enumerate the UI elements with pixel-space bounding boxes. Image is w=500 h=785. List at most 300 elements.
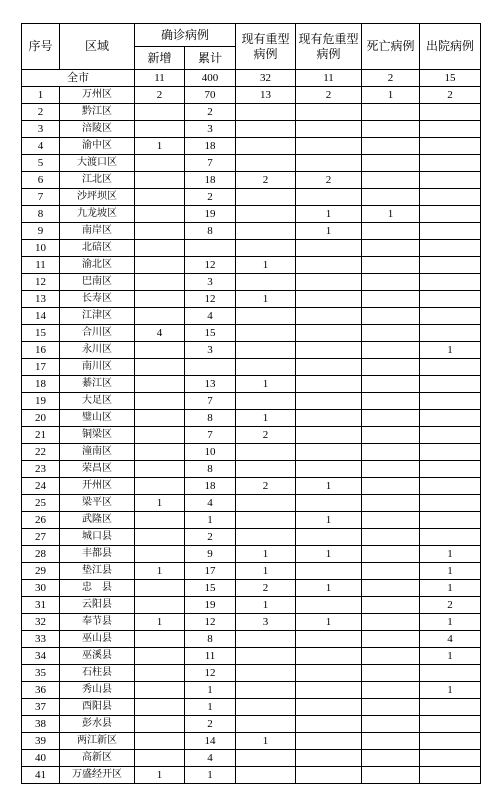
cell-severe: 1 (236, 376, 296, 393)
cell-new (135, 291, 185, 308)
cell-deaths (362, 274, 420, 291)
table-row (22, 206, 481, 223)
cell-new (135, 206, 185, 223)
cell-deaths (362, 121, 420, 138)
cell-critical (296, 274, 362, 291)
cell-severe (236, 461, 296, 478)
cell-critical: 1 (296, 546, 362, 563)
cell-critical (296, 359, 362, 376)
cell-discharged (420, 665, 481, 682)
cell-severe: 1 (236, 597, 296, 614)
table-row (22, 427, 481, 444)
cell-seq: 14 (22, 308, 60, 325)
cell-discharged (420, 529, 481, 546)
cell-seq: 23 (22, 461, 60, 478)
cell-total: 4 (185, 308, 236, 325)
cell-district: 渝北区 (60, 257, 135, 274)
cell-total: 13 (185, 376, 236, 393)
case-table-container (21, 23, 480, 784)
cell-discharged (420, 512, 481, 529)
cell-discharged (420, 104, 481, 121)
cell-total: 2 (185, 529, 236, 546)
cell-district: 璧山区 (60, 410, 135, 427)
cell-district: 云阳县 (60, 597, 135, 614)
cell-total: 11 (185, 648, 236, 665)
cell-district: 沙坪坝区 (60, 189, 135, 206)
cell-total: 4 (185, 750, 236, 767)
cell-severe: 1 (236, 733, 296, 750)
cell-deaths (362, 444, 420, 461)
cell-seq: 10 (22, 240, 60, 257)
cell-discharged: 1 (420, 563, 481, 580)
cell-critical (296, 767, 362, 784)
cell-seq: 28 (22, 546, 60, 563)
cell-district: 大渡口区 (60, 155, 135, 172)
cell-district: 秀山县 (60, 682, 135, 699)
cell-seq: 13 (22, 291, 60, 308)
cell-severe (236, 767, 296, 784)
cell-discharged (420, 427, 481, 444)
header-deaths: 死亡病例 (362, 24, 420, 70)
cell-new: 2 (135, 87, 185, 104)
cell-deaths (362, 308, 420, 325)
cell-district: 两江新区 (60, 733, 135, 750)
cell-discharged (420, 325, 481, 342)
cell-deaths (362, 427, 420, 444)
cell-discharged (420, 376, 481, 393)
cell-district: 彭水县 (60, 716, 135, 733)
cell-total: 14 (185, 733, 236, 750)
cell-district: 万州区 (60, 87, 135, 104)
cell-critical (296, 716, 362, 733)
cell-district: 武隆区 (60, 512, 135, 529)
cell-severe (236, 325, 296, 342)
cell-critical (296, 665, 362, 682)
cell-seq: 40 (22, 750, 60, 767)
cell-total: 1 (185, 699, 236, 716)
table-row (22, 325, 481, 342)
cell-new (135, 665, 185, 682)
cell-deaths (362, 563, 420, 580)
cell-new (135, 733, 185, 750)
header-total: 累计 (185, 47, 236, 70)
cell-seq: 31 (22, 597, 60, 614)
cell-severe: 2 (236, 427, 296, 444)
cell-district: 垫江县 (60, 563, 135, 580)
cell-critical (296, 393, 362, 410)
cell-total: 1 (185, 767, 236, 784)
summary-deaths: 2 (362, 70, 420, 87)
table-row (22, 597, 481, 614)
cell-deaths (362, 189, 420, 206)
cell-new (135, 410, 185, 427)
table-row (22, 138, 481, 155)
header-district: 区域 (60, 24, 135, 70)
summary-critical: 11 (296, 70, 362, 87)
cell-critical (296, 733, 362, 750)
cell-deaths (362, 155, 420, 172)
header-severe: 现有重型病例 (236, 24, 296, 70)
summary-label: 全市 (22, 70, 135, 87)
cell-discharged: 1 (420, 648, 481, 665)
cell-severe: 1 (236, 563, 296, 580)
cell-new (135, 580, 185, 597)
cell-critical (296, 631, 362, 648)
cell-district: 綦江区 (60, 376, 135, 393)
cell-new (135, 172, 185, 189)
cell-district: 九龙坡区 (60, 206, 135, 223)
cell-new: 4 (135, 325, 185, 342)
cell-severe (236, 155, 296, 172)
cell-discharged: 1 (420, 546, 481, 563)
cell-new (135, 444, 185, 461)
cell-total: 3 (185, 342, 236, 359)
cell-total (185, 240, 236, 257)
table-row (22, 444, 481, 461)
cell-district: 江津区 (60, 308, 135, 325)
cell-discharged (420, 716, 481, 733)
cell-seq: 35 (22, 665, 60, 682)
cell-district: 巴南区 (60, 274, 135, 291)
cell-deaths (362, 682, 420, 699)
cell-discharged (420, 478, 481, 495)
cell-total: 12 (185, 665, 236, 682)
cell-seq: 33 (22, 631, 60, 648)
cell-critical (296, 104, 362, 121)
cell-severe (236, 750, 296, 767)
cell-discharged (420, 461, 481, 478)
cell-severe: 1 (236, 546, 296, 563)
cell-district: 南岸区 (60, 223, 135, 240)
summary-severe: 32 (236, 70, 296, 87)
cell-total: 2 (185, 716, 236, 733)
cell-seq: 36 (22, 682, 60, 699)
cell-new (135, 240, 185, 257)
cell-severe (236, 444, 296, 461)
cell-deaths (362, 478, 420, 495)
table-row (22, 512, 481, 529)
cell-deaths (362, 393, 420, 410)
cell-critical (296, 155, 362, 172)
cell-discharged (420, 359, 481, 376)
cell-seq: 38 (22, 716, 60, 733)
cell-critical: 1 (296, 512, 362, 529)
cell-district: 北碚区 (60, 240, 135, 257)
cell-district: 长寿区 (60, 291, 135, 308)
cell-seq: 22 (22, 444, 60, 461)
cell-seq: 9 (22, 223, 60, 240)
header-critical: 现有危重型病例 (296, 24, 362, 70)
cell-deaths (362, 240, 420, 257)
cell-new (135, 155, 185, 172)
cell-new (135, 461, 185, 478)
table-row (22, 563, 481, 580)
cell-seq: 19 (22, 393, 60, 410)
cell-severe (236, 223, 296, 240)
cell-total: 12 (185, 614, 236, 631)
cell-severe (236, 631, 296, 648)
table-row (22, 461, 481, 478)
cell-severe (236, 274, 296, 291)
cell-critical (296, 529, 362, 546)
cell-total: 18 (185, 478, 236, 495)
cell-critical: 2 (296, 87, 362, 104)
cell-discharged (420, 699, 481, 716)
cell-critical (296, 342, 362, 359)
cell-seq: 12 (22, 274, 60, 291)
table-row (22, 359, 481, 376)
cell-deaths (362, 546, 420, 563)
cell-discharged (420, 223, 481, 240)
cell-total: 70 (185, 87, 236, 104)
cell-seq: 17 (22, 359, 60, 376)
cell-new: 1 (135, 138, 185, 155)
table-row (22, 665, 481, 682)
cell-new (135, 257, 185, 274)
cell-discharged (420, 138, 481, 155)
cell-total: 1 (185, 512, 236, 529)
cell-seq: 8 (22, 206, 60, 223)
cell-severe (236, 308, 296, 325)
cell-severe (236, 495, 296, 512)
cell-seq: 11 (22, 257, 60, 274)
cell-severe: 1 (236, 291, 296, 308)
cell-critical (296, 597, 362, 614)
cell-seq: 7 (22, 189, 60, 206)
cell-seq: 37 (22, 699, 60, 716)
header-new: 新增 (135, 47, 185, 70)
cell-deaths (362, 138, 420, 155)
cell-critical (296, 495, 362, 512)
table-row (22, 580, 481, 597)
cell-deaths (362, 359, 420, 376)
cell-deaths (362, 750, 420, 767)
cell-severe (236, 206, 296, 223)
cell-district: 永川区 (60, 342, 135, 359)
cell-critical (296, 325, 362, 342)
cell-total: 9 (185, 546, 236, 563)
cell-deaths (362, 699, 420, 716)
table-row (22, 750, 481, 767)
cell-critical (296, 682, 362, 699)
cell-district: 酉阳县 (60, 699, 135, 716)
cell-discharged (420, 750, 481, 767)
cell-total: 8 (185, 461, 236, 478)
cell-seq: 6 (22, 172, 60, 189)
cell-deaths (362, 376, 420, 393)
cell-new (135, 512, 185, 529)
cell-severe (236, 512, 296, 529)
table-row (22, 699, 481, 716)
table-row (22, 529, 481, 546)
cell-district: 梁平区 (60, 495, 135, 512)
cell-severe: 2 (236, 172, 296, 189)
cell-seq: 5 (22, 155, 60, 172)
cell-critical (296, 240, 362, 257)
cell-discharged: 1 (420, 342, 481, 359)
cell-critical: 1 (296, 614, 362, 631)
cell-seq: 34 (22, 648, 60, 665)
cell-district: 万盛经开区 (60, 767, 135, 784)
table-row (22, 257, 481, 274)
cell-seq: 39 (22, 733, 60, 750)
cell-discharged (420, 189, 481, 206)
cell-deaths (362, 342, 420, 359)
cell-severe (236, 359, 296, 376)
cell-deaths (362, 529, 420, 546)
cell-district: 奉节县 (60, 614, 135, 631)
cell-new: 1 (135, 563, 185, 580)
table-row (22, 648, 481, 665)
cell-total: 3 (185, 121, 236, 138)
summary-row (22, 70, 481, 87)
cell-new (135, 427, 185, 444)
cell-discharged: 4 (420, 631, 481, 648)
cell-critical (296, 427, 362, 444)
cell-severe: 2 (236, 478, 296, 495)
cell-severe (236, 716, 296, 733)
cell-seq: 4 (22, 138, 60, 155)
cell-discharged (420, 767, 481, 784)
table-row (22, 104, 481, 121)
cell-critical (296, 563, 362, 580)
cell-discharged: 1 (420, 614, 481, 631)
cell-critical: 1 (296, 478, 362, 495)
table-row (22, 716, 481, 733)
cell-critical (296, 648, 362, 665)
cell-deaths (362, 512, 420, 529)
cell-discharged (420, 495, 481, 512)
cell-district: 城口县 (60, 529, 135, 546)
cell-severe (236, 104, 296, 121)
cell-district: 大足区 (60, 393, 135, 410)
cell-deaths (362, 291, 420, 308)
cell-seq: 26 (22, 512, 60, 529)
cell-district: 高新区 (60, 750, 135, 767)
cell-discharged (420, 444, 481, 461)
cell-critical (296, 750, 362, 767)
cell-discharged (420, 240, 481, 257)
cell-seq: 29 (22, 563, 60, 580)
table-row (22, 376, 481, 393)
cell-discharged (420, 172, 481, 189)
table-row (22, 495, 481, 512)
cell-critical (296, 121, 362, 138)
cell-severe (236, 682, 296, 699)
header-row-1 (22, 24, 481, 47)
cell-critical (296, 461, 362, 478)
cell-discharged (420, 155, 481, 172)
cell-district: 黔江区 (60, 104, 135, 121)
cell-district: 潼南区 (60, 444, 135, 461)
cell-deaths (362, 257, 420, 274)
table-row (22, 87, 481, 104)
header-confirmed: 确诊病例 (135, 24, 236, 47)
cell-district: 江北区 (60, 172, 135, 189)
cell-total: 18 (185, 138, 236, 155)
cell-new (135, 223, 185, 240)
cell-district: 开州区 (60, 478, 135, 495)
cell-total: 10 (185, 444, 236, 461)
cell-seq: 15 (22, 325, 60, 342)
cell-seq: 41 (22, 767, 60, 784)
cell-total: 12 (185, 291, 236, 308)
cell-deaths (362, 716, 420, 733)
cell-new (135, 682, 185, 699)
table-row (22, 410, 481, 427)
table-row (22, 172, 481, 189)
cell-new (135, 699, 185, 716)
cell-total: 3 (185, 274, 236, 291)
cell-discharged (420, 121, 481, 138)
table-row (22, 393, 481, 410)
cell-severe: 1 (236, 257, 296, 274)
cell-seq: 2 (22, 104, 60, 121)
header-discharged: 出院病例 (420, 24, 481, 70)
cell-deaths (362, 325, 420, 342)
cell-seq: 18 (22, 376, 60, 393)
cell-total: 7 (185, 393, 236, 410)
cell-new (135, 546, 185, 563)
cell-new (135, 342, 185, 359)
table-row (22, 291, 481, 308)
cell-critical (296, 189, 362, 206)
cell-new (135, 478, 185, 495)
table-row (22, 631, 481, 648)
cell-deaths (362, 172, 420, 189)
cell-district: 涪陵区 (60, 121, 135, 138)
cell-new (135, 716, 185, 733)
cell-deaths (362, 223, 420, 240)
cell-deaths (362, 767, 420, 784)
cell-severe (236, 393, 296, 410)
cell-total: 19 (185, 206, 236, 223)
cell-district: 铜梁区 (60, 427, 135, 444)
cell-critical: 1 (296, 223, 362, 240)
cell-discharged (420, 410, 481, 427)
cell-deaths (362, 665, 420, 682)
cell-deaths (362, 733, 420, 750)
cell-deaths (362, 461, 420, 478)
table-row (22, 155, 481, 172)
cell-severe (236, 189, 296, 206)
cell-new: 1 (135, 767, 185, 784)
cell-critical (296, 138, 362, 155)
cell-deaths (362, 495, 420, 512)
cell-critical: 1 (296, 206, 362, 223)
cell-severe: 3 (236, 614, 296, 631)
table-row (22, 223, 481, 240)
table-row (22, 546, 481, 563)
table-row (22, 121, 481, 138)
cell-new: 1 (135, 614, 185, 631)
cell-total: 15 (185, 580, 236, 597)
cell-critical (296, 257, 362, 274)
cell-severe: 2 (236, 580, 296, 597)
cell-deaths (362, 597, 420, 614)
cell-total: 7 (185, 427, 236, 444)
cell-total: 2 (185, 104, 236, 121)
cell-severe: 13 (236, 87, 296, 104)
table-row (22, 308, 481, 325)
cell-new (135, 104, 185, 121)
cell-severe: 1 (236, 410, 296, 427)
cell-new (135, 189, 185, 206)
cell-critical: 2 (296, 172, 362, 189)
cell-discharged: 1 (420, 682, 481, 699)
cell-new (135, 393, 185, 410)
cell-new (135, 631, 185, 648)
